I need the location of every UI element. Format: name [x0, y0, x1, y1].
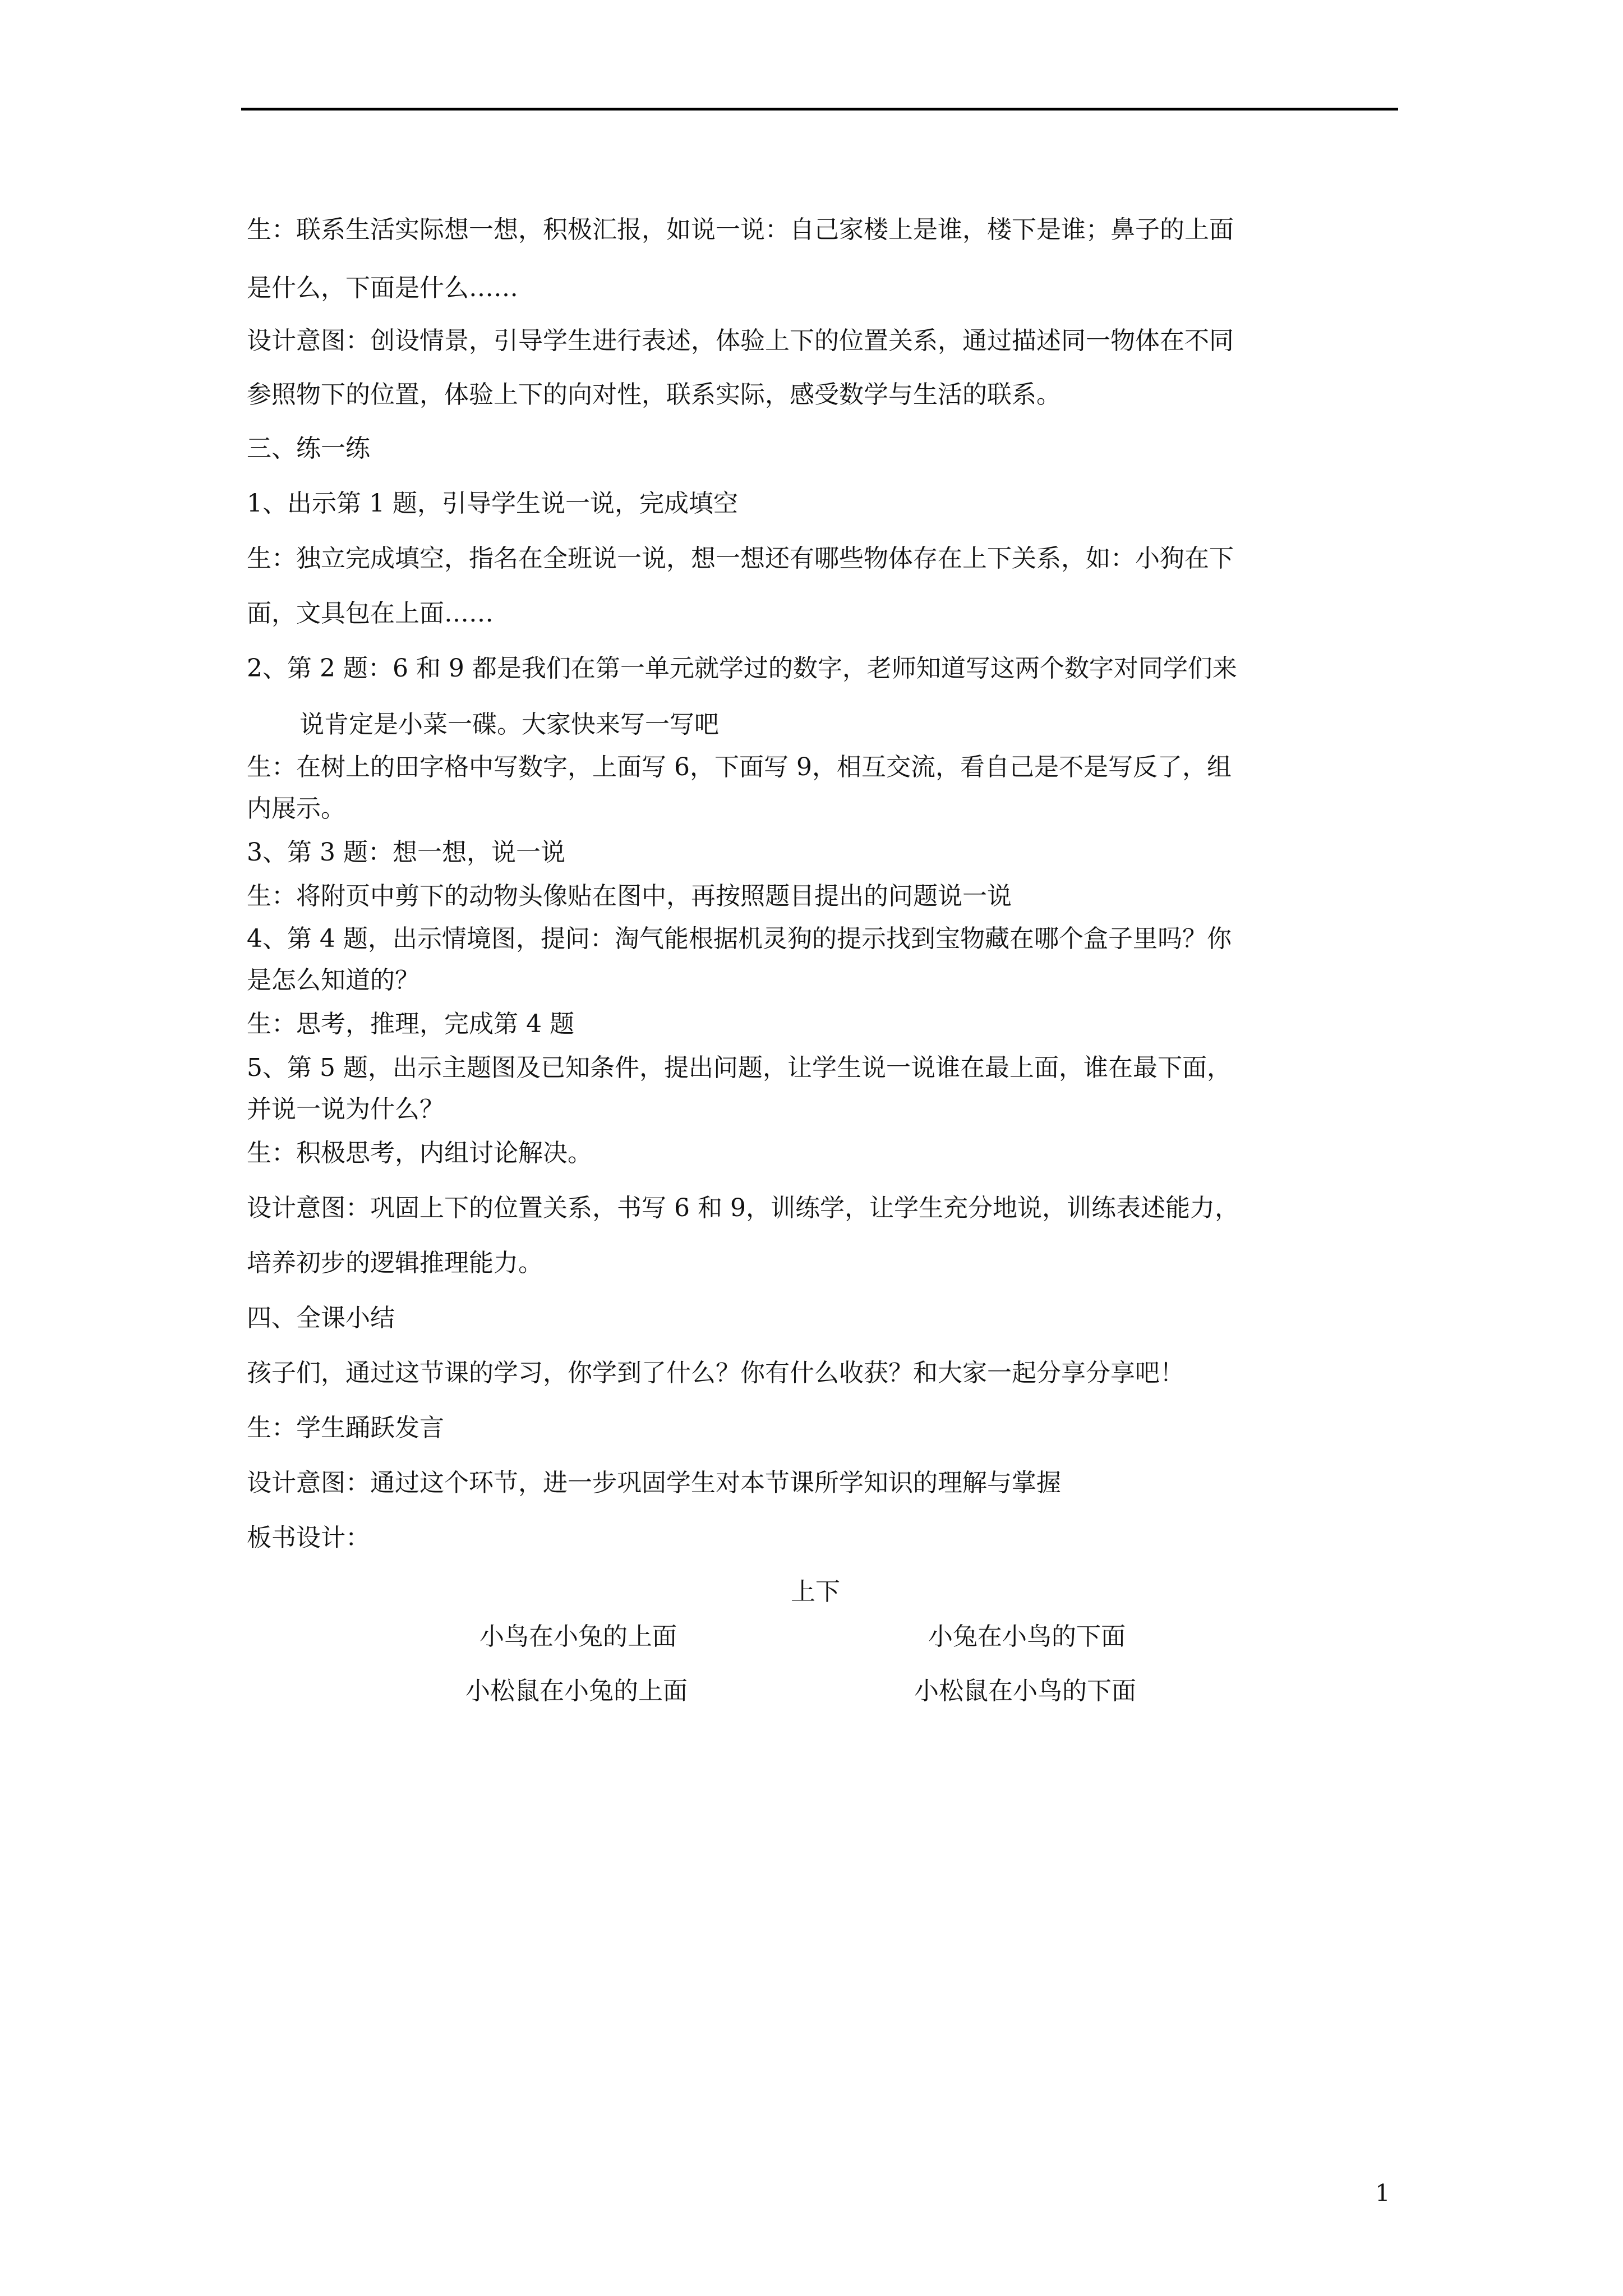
paragraph-line: 生：将附页中剪下的动物头像贴在图中，再按照题目提出的问题说一说: [247, 882, 1012, 910]
paragraph-line: 参照物下的位置，体验上下的向对性，联系实际，感受数学与生活的联系。: [247, 380, 1061, 409]
paragraph-line: 1、出示第 1 题，引导学生说一说，完成填空: [247, 489, 738, 518]
paragraph-line: 4、第 4 题，出示情境图，提问：淘气能根据机灵狗的提示找到宝物藏在哪个盒子里吗？你: [247, 924, 1232, 953]
paragraph-line: 2、第 2 题：6 和 9 都是我们在第一单元就学过的数字，老师知道写这两个数字对同学们来: [247, 654, 1237, 683]
paragraph-line: 是什么，下面是什么……: [247, 274, 518, 302]
paragraph-line: 面，文具包在上面……: [247, 599, 494, 628]
paragraph-line: 生：学生踊跃发言: [247, 1414, 444, 1442]
board-row2-right: 小松鼠在小鸟的下面: [914, 1677, 1136, 1705]
page-number: 1: [1375, 2179, 1390, 2207]
paragraph-line: 设计意图：巩固上下的位置关系，书写 6 和 9，训练学，让学生充分地说，训练表述能力，: [247, 1194, 1239, 1222]
section-heading: 三、练一练: [247, 434, 370, 463]
paragraph-line: 孩子们，通过这节课的学习，你学到了什么？你有什么收获？和大家一起分享分享吧！: [247, 1359, 1184, 1387]
board-row2-left: 小松鼠在小兔的上面: [465, 1677, 688, 1705]
paragraph-line: 生：思考，推理，完成第 4 题: [247, 1010, 574, 1038]
header-rule: [241, 108, 1398, 111]
paragraph-line: 5、第 5 题，出示主题图及已知条件，提出问题，让学生说一说谁在最上面，谁在最下面，: [247, 1053, 1232, 1082]
paragraph-line: 3、第 3 题：想一想，说一说: [247, 838, 565, 867]
board-row1-left: 小鸟在小兔的上面: [479, 1622, 677, 1651]
paragraph-line: 内展示。: [247, 794, 345, 823]
section-heading: 四、全课小结: [247, 1304, 395, 1332]
paragraph-line: 生：在树上的田字格中写数字，上面写 6，下面写 9，相互交流，看自己是不是写反了，组: [247, 753, 1232, 781]
paragraph-line: 是怎么知道的？: [247, 966, 419, 995]
paragraph-line: 并说一说为什么？: [247, 1095, 444, 1124]
paragraph-line: 设计意图：通过这个环节，进一步巩固学生对本节课所学知识的理解与掌握: [247, 1469, 1061, 1497]
paragraph-line: 说肯定是小菜一碟。大家快来写一写吧: [299, 710, 719, 739]
paragraph-line: 生：独立完成填空，指名在全班说一说，想一想还有哪些物体存在上下关系，如：小狗在下: [247, 544, 1234, 573]
board-title: 上下: [791, 1577, 840, 1606]
paragraph-line: 生：积极思考，内组讨论解决。: [247, 1139, 592, 1167]
paragraph-line: 设计意图：创设情景，引导学生进行表述，体验上下的位置关系，通过描述同一物体在不同: [247, 326, 1234, 355]
paragraph-line: 板书设计：: [247, 1524, 370, 1552]
paragraph-line: 生：联系生活实际想一想，积极汇报，如说一说：自己家楼上是谁，楼下是谁；鼻子的上面: [247, 215, 1234, 244]
board-row1-right: 小兔在小鸟的下面: [928, 1622, 1126, 1651]
paragraph-line: 培养初步的逻辑推理能力。: [247, 1249, 543, 1277]
